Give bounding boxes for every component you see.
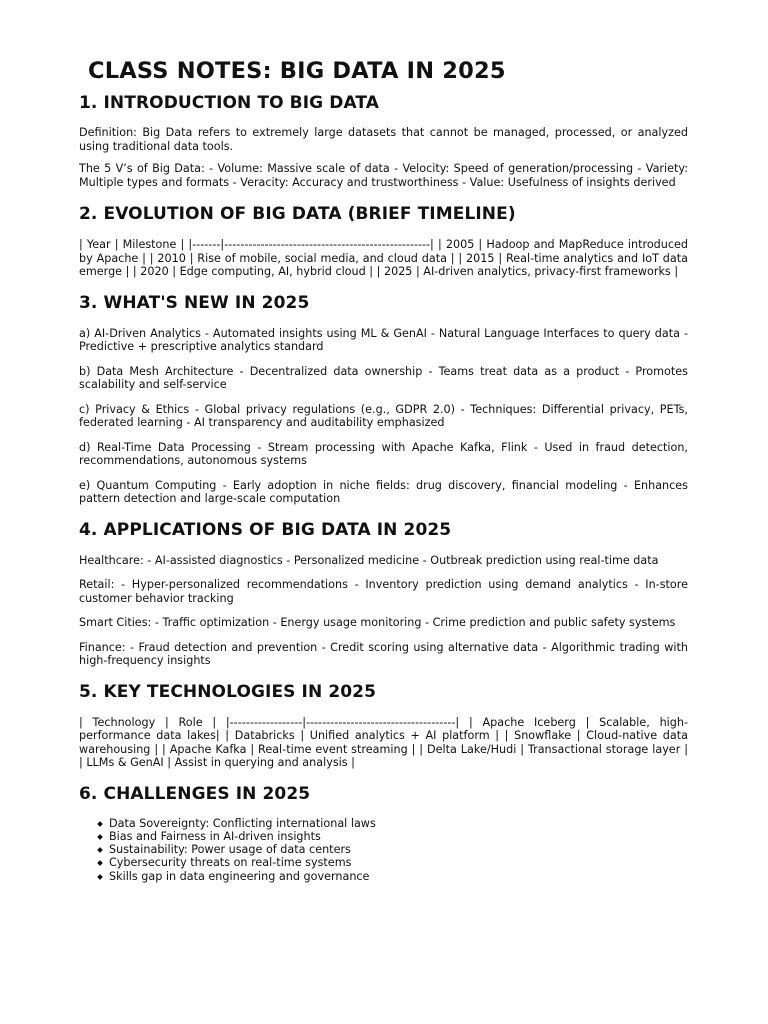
list-item: Skills gap in data engineering and governance (109, 870, 688, 883)
whats-new-item-privacy: c) Privacy & Ethics - Global privacy regulations (e.g., GDPR 2.0) - Techniques: Differential privacy, PETs, federated learning - AI transparency and auditability emphasized (79, 402, 688, 429)
timeline-table-text: | Year | Milestone | |-------|---------------------------------------------------| | 2005 | Hadoop and MapReduce introduced by Apache | | 2010 | Rise of mobile, social media, and cloud data | | 2015 | Real-time analytics and IoT data emerge | | 2020 | Edge computing, AI, hybrid cloud | | 2025 | AI-driven analytics, privacy-first frameworks | (79, 238, 688, 278)
technologies-table-text: | Technology | Role | |------------------|-------------------------------------| | Apache Iceberg | Scalable, high-performance data lakes| | Databricks | Unified analytics + AI platform | | Snowflake | Cloud-native data warehousing | | Apache Kafka | Real-time event streaming | | Delta Lake/Hudi | Transactional storage layer | | LLMs & GenAI | Assist in querying and analysis | (79, 715, 688, 769)
page-title: CLASS NOTES: BIG DATA IN 2025 (88, 58, 506, 84)
list-item: Cybersecurity threats on real-time systems (109, 856, 688, 869)
whats-new-item-quantum: e) Quantum Computing - Early adoption in niche fields: drug discovery, financial modeling - Enhances pattern detection and large-scale computation (79, 478, 688, 505)
section-heading-evolution: 2. EVOLUTION OF BIG DATA (BRIEF TIMELINE) (79, 204, 516, 224)
whats-new-item-ai-analytics: a) AI-Driven Analytics - Automated insights using ML & GenAI - Natural Language Interfaces to query data - Predictive + prescriptive analytics standard (79, 326, 688, 353)
section-heading-challenges: 6. CHALLENGES IN 2025 (79, 783, 311, 804)
section-heading-whats-new: 3. WHAT'S NEW IN 2025 (79, 292, 310, 313)
definition-paragraph: Definition: Big Data refers to extremely large datasets that cannot be managed, processed, or analyzed using traditional data tools. (79, 126, 688, 153)
application-healthcare: Healthcare: - AI-assisted diagnostics - Personalized medicine - Outbreak prediction using real-time data (79, 553, 659, 567)
application-finance: Finance: - Fraud detection and prevention - Credit scoring using alternative data - Algorithmic trading with high-frequency insights (79, 640, 688, 667)
whats-new-item-data-mesh: b) Data Mesh Architecture - Decentralized data ownership - Teams treat data as a product - Promotes scalability and self-service (79, 364, 688, 391)
list-item: Data Sovereignty: Conflicting international laws (109, 817, 688, 830)
section-heading-introduction: 1. INTRODUCTION TO BIG DATA (79, 93, 380, 113)
list-item: Sustainability: Power usage of data centers (109, 843, 688, 856)
section-heading-applications: 4. APPLICATIONS OF BIG DATA IN 2025 (79, 519, 452, 540)
five-vs-paragraph: The 5 V’s of Big Data: - Volume: Massive scale of data - Velocity: Speed of generation/processing - Variety: Multiple types and formats - Veracity: Accuracy and trustworthiness - Value: Usefulness of insights derived (79, 162, 688, 189)
whats-new-item-real-time: d) Real-Time Data Processing - Stream processing with Apache Kafka, Flink - Used in fraud detection, recommendations, autonomous systems (79, 440, 688, 467)
section-heading-technologies: 5. KEY TECHNOLOGIES IN 2025 (79, 681, 377, 702)
application-retail: Retail: - Hyper-personalized recommendations - Inventory prediction using demand analytics - In-store customer behavior tracking (79, 578, 688, 605)
challenges-list (79, 817, 688, 883)
application-smart-cities: Smart Cities: - Traffic optimization - Energy usage monitoring - Crime prediction and public safety systems (79, 616, 676, 629)
list-item: Bias and Fairness in AI-driven insights (109, 830, 688, 843)
